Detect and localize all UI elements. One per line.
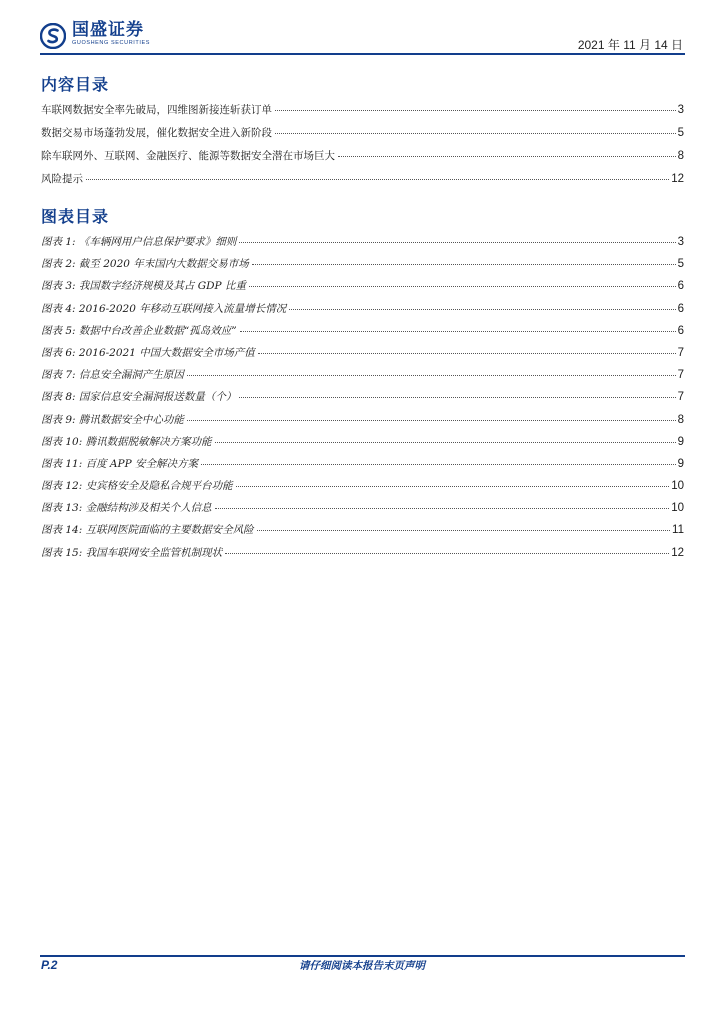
figure-prefix: 图表 3: (41, 280, 76, 293)
contents-item-label: 风险提示 (41, 173, 83, 185)
figure-prefix: 图表 8: (41, 391, 76, 404)
figure-item[interactable] (41, 256, 684, 278)
figures-list (41, 234, 684, 567)
figure-item[interactable] (41, 522, 684, 544)
figure-prefix: 图表 7: (41, 369, 76, 382)
figure-item-page: 5 (677, 258, 684, 271)
figure-item-label (41, 256, 249, 271)
disclaimer-note: 请仔细阅读本报告末页声明 (299, 960, 425, 972)
figure-item[interactable] (41, 545, 684, 567)
footer-divider (40, 955, 685, 957)
figure-item-label (41, 278, 246, 293)
leader-dots (257, 530, 670, 531)
leader-dots (236, 486, 670, 487)
figure-caption: 腾讯数据脱敏解决方案功能 (85, 435, 212, 448)
leader-dots (275, 110, 676, 111)
figure-caption: 互联网医院面临的主要数据安全风险 (85, 524, 254, 537)
figure-item-page: 7 (677, 346, 684, 359)
report-date: 2021 年 11 月 14 日 (577, 38, 683, 52)
leader-dots (289, 309, 675, 310)
figure-item-page: 7 (677, 369, 684, 382)
figure-item-page: 10 (671, 502, 684, 515)
page-header (40, 18, 685, 54)
figure-caption: 2016-2021 中国大数据安全市场产值 (78, 346, 255, 359)
figure-item-label (41, 367, 184, 382)
contents-list (41, 102, 684, 194)
contents-item-page: 8 (677, 150, 684, 162)
figure-caption: 信息安全漏洞产生原因 (78, 369, 184, 382)
contents-item-label: 数据交易市场蓬勃发展，催化数据安全进入新阶段 (41, 127, 272, 139)
contents-title: 内容目录 (41, 75, 110, 94)
figure-caption: 腾讯数据安全中心功能 (78, 413, 184, 426)
figure-item[interactable] (41, 434, 684, 456)
figures-title: 图表目录 (41, 207, 110, 226)
figure-item-page: 8 (677, 413, 684, 426)
figure-prefix: 图表 13: (41, 502, 83, 515)
figure-item-label (41, 522, 254, 537)
leader-dots (215, 508, 670, 509)
figure-item-page: 3 (677, 236, 684, 248)
figure-prefix: 图表 14: (41, 524, 83, 537)
figure-item-page: 9 (677, 435, 684, 448)
figure-item-page: 6 (677, 280, 684, 293)
figure-caption: 我国车联网安全监管机制现状 (85, 546, 223, 559)
figure-caption: 国家信息安全漏洞报送数量（个） (78, 391, 237, 404)
figure-prefix: 图表 6: (41, 346, 76, 359)
contents-item-page: 12 (671, 173, 684, 185)
leader-dots (239, 397, 675, 398)
figure-caption: 截至 2020 年末国内大数据交易市场 (78, 258, 249, 271)
figure-item-label (41, 345, 255, 360)
contents-item[interactable] (41, 102, 684, 125)
logo-mark-icon (40, 23, 66, 49)
contents-item[interactable] (41, 171, 684, 194)
leader-dots (338, 156, 676, 157)
figure-prefix: 图表 5: (41, 324, 76, 337)
figure-item-page: 6 (677, 302, 684, 315)
header-divider (40, 53, 685, 55)
logo-name: 国盛证券 (72, 20, 144, 40)
figure-prefix: 图表 9: (41, 413, 76, 426)
contents-item-label: 除车联网外、互联网、金融医疗、能源等数据安全潜在市场巨大 (41, 150, 335, 162)
figure-prefix: 图表 11: (41, 457, 83, 470)
contents-item-page: 5 (677, 127, 684, 139)
leader-dots (225, 553, 669, 554)
company-logo (40, 20, 150, 54)
figure-item-label (41, 434, 212, 449)
figure-caption: 金融结构涉及相关个人信息 (85, 502, 212, 515)
figure-item[interactable] (41, 478, 684, 500)
figure-item-label (41, 234, 236, 249)
contents-item[interactable] (41, 148, 684, 171)
figure-item-page: 9 (677, 457, 684, 470)
page-number: P.2 (41, 958, 58, 972)
figure-item-label (41, 323, 237, 338)
figure-item-page: 6 (677, 324, 684, 337)
leader-dots (187, 375, 676, 376)
leader-dots (252, 264, 676, 265)
figure-item[interactable] (41, 345, 684, 367)
figure-caption: 《车辆网用户信息保护要求》细则 (78, 236, 237, 248)
contents-item[interactable] (41, 125, 684, 148)
contents-item-page: 3 (677, 104, 684, 116)
leader-dots (240, 331, 676, 332)
leader-dots (86, 179, 669, 180)
figure-item[interactable] (41, 389, 684, 411)
figure-prefix: 图表 10: (41, 435, 83, 448)
figure-item-page: 11 (672, 524, 684, 537)
leader-dots (215, 442, 676, 443)
leader-dots (249, 286, 676, 287)
figure-item-label (41, 389, 236, 404)
figure-item-label (41, 456, 198, 471)
leader-dots (201, 464, 676, 465)
figure-item[interactable] (41, 367, 684, 389)
figure-prefix: 图表 15: (41, 546, 83, 559)
logo-subtitle: GUOSHENG SECURITIES (72, 40, 151, 46)
figure-caption: 2016-2020 年移动互联网接入流量增长情况 (78, 302, 287, 315)
figure-prefix: 图表 12: (41, 480, 83, 493)
figure-item-page: 7 (677, 391, 684, 404)
leader-dots (258, 353, 676, 354)
figure-item[interactable] (41, 456, 684, 478)
figure-caption: 数据中台改善企业数据“孤岛效应” (78, 324, 237, 337)
figure-item-label (41, 301, 286, 316)
figure-item[interactable] (41, 323, 684, 345)
figure-item-label (41, 412, 184, 427)
figure-item-page: 12 (671, 546, 684, 559)
figure-item[interactable] (41, 412, 684, 434)
leader-dots (187, 420, 676, 421)
figure-caption: 百度 APP 安全解决方案 (85, 457, 198, 470)
figure-caption: 我国数字经济规模及其占 GDP 比重 (78, 280, 246, 293)
figure-prefix: 图表 1: (41, 236, 76, 248)
figure-item[interactable] (41, 301, 684, 323)
figure-item-page: 10 (671, 480, 684, 493)
figure-item[interactable] (41, 500, 684, 522)
figure-item-label (41, 545, 222, 560)
figure-caption: 史宾格安全及隐私合规平台功能 (85, 480, 233, 493)
figure-item[interactable] (41, 278, 684, 300)
figure-prefix: 图表 4: (41, 302, 76, 315)
leader-dots (239, 242, 675, 243)
figure-item-label (41, 500, 212, 515)
contents-item-label: 车联网数据安全率先破局，四维图新接连斩获订单 (41, 104, 272, 116)
figure-prefix: 图表 2: (41, 258, 76, 271)
figure-item[interactable] (41, 234, 684, 256)
figure-item-label (41, 478, 233, 493)
leader-dots (275, 133, 676, 134)
